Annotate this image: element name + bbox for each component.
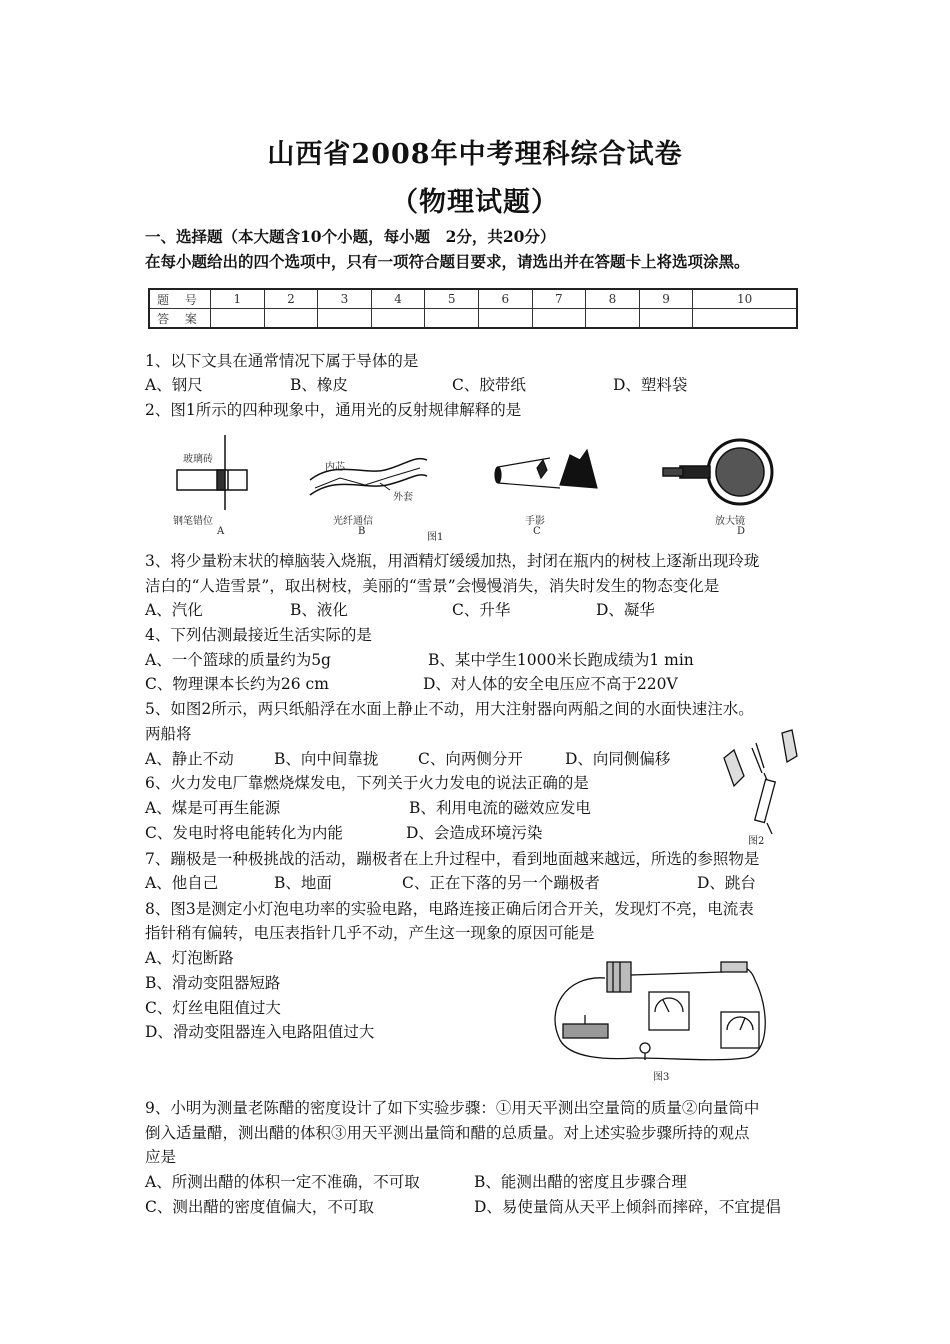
q8-stem-line2: 指针稍有偏转，电压表指针几乎不动，产生这一现象的原因可能是 — [145, 924, 595, 942]
q9-option-d: D、易使量筒从天平上倾斜而摔碎，不宜提倡 — [474, 1198, 781, 1216]
figure-3-drawing — [545, 950, 775, 1085]
q1-stem: 1、以下文具在通常情况下属于导体的是 — [145, 352, 419, 370]
q8-option-c: C、灯丝电阻值过大 — [145, 999, 281, 1017]
answer-cell[interactable] — [532, 309, 586, 329]
q9-stem-line2: 倒入适量醋，测出醋的体积③用天平测出量筒和醋的总质量。对上述实验步骤所持的观点 — [145, 1124, 750, 1142]
question-number-cell: 3 — [318, 289, 372, 309]
fig2-caption: 图2 — [748, 836, 765, 847]
q3-option-a: A、汽化 — [145, 601, 203, 619]
q3-option-d: D、凝华 — [596, 601, 655, 619]
section-instruction: 在每小题给出的四个选项中，只有一项符合题目要求，请选出并在答题卡上将选项涂黑。 — [145, 252, 750, 271]
answer-cell[interactable] — [211, 309, 265, 329]
question-number-cell: 9 — [639, 289, 693, 309]
q1-option-d: D、塑料袋 — [613, 376, 688, 394]
answer-cell[interactable] — [639, 309, 693, 329]
fig1-caption-c: 手影 — [525, 516, 545, 527]
figure-2 — [712, 728, 812, 848]
fig1-caption-b: 光纤通信 — [333, 516, 373, 527]
answer-table-number-row — [149, 289, 797, 309]
question-number-cell: 6 — [478, 289, 532, 309]
q7-option-b: B、地面 — [274, 874, 332, 892]
question-number-cell: 10 — [693, 289, 797, 309]
page-subtitle: （物理试题） — [391, 187, 559, 218]
fig1-letter-d: D — [737, 526, 746, 537]
row-label-answer: 答 案 — [149, 309, 211, 329]
answer-cell[interactable] — [264, 309, 318, 329]
question-number-cell: 4 — [371, 289, 425, 309]
section-heading: 一、选择题（本大题含10个小题，每小题 2分，共20分） — [145, 227, 556, 246]
answer-table-answer-row — [149, 309, 797, 329]
question-number-cell: 2 — [264, 289, 318, 309]
fig1-caption-d: 放大镜 — [715, 516, 745, 527]
fig3-caption: 图3 — [653, 1072, 670, 1083]
figure-1 — [165, 430, 805, 545]
q5-option-b: B、向中间靠拢 — [274, 750, 379, 768]
question-number-cell: 5 — [425, 289, 479, 309]
q5-option-d: D、向同侧偏移 — [565, 750, 671, 768]
answer-cell[interactable] — [693, 309, 797, 329]
q3-stem-line2: 洁白的“人造雪景”，取出树枝，美丽的“雪景”会慢慢消失，消失时发生的物态变化是 — [145, 577, 720, 595]
q1-option-b: B、橡皮 — [290, 376, 348, 394]
q9-option-b: B、能测出醋的密度且步骤合理 — [474, 1173, 687, 1191]
fig1-letter-b: B — [358, 526, 366, 537]
fig1-letter-a: A — [217, 526, 225, 537]
q3-stem-line1: 3、将少量粉末状的樟脑装入烧瓶，用酒精灯缓缓加热，封闭在瓶内的树枝上逐渐出现玲珑 — [145, 552, 760, 570]
fig1-caption: 图1 — [427, 532, 444, 543]
fig1-letter-c: C — [533, 526, 541, 537]
q2-stem: 2、图1所示的四种现象中，通用光的反射规律解释的是 — [145, 401, 522, 419]
q6-stem: 6、火力发电厂靠燃烧煤发电，下列关于火力发电的说法正确的是 — [145, 774, 589, 792]
q7-option-c: C、正在下落的另一个蹦极者 — [402, 874, 600, 892]
fig1-label-cladding: 外套 — [393, 492, 413, 503]
q5-stem-line1: 5、如图2所示，两只纸船浮在水面上静止不动，用大注射器向两船之间的水面快速注水。 — [145, 700, 754, 718]
q9-option-a: A、所测出醋的体积一定不准确，不可取 — [145, 1173, 420, 1191]
q9-option-c: C、测出醋的密度值偏大，不可取 — [145, 1198, 374, 1216]
q8-option-a: A、灯泡断路 — [145, 949, 234, 967]
q8-stem-line1: 8、图3是测定小灯泡电功率的实验电路，电路连接正确后闭合开关，发现灯不亮，电流表 — [145, 900, 754, 918]
figure-2-drawing — [712, 728, 812, 848]
figure-3 — [545, 950, 775, 1085]
question-number-cell: 8 — [586, 289, 640, 309]
page-title: 山西省2008年中考理科综合试卷 — [267, 139, 683, 170]
q3-option-c: C、升华 — [452, 601, 511, 619]
q3-option-b: B、液化 — [290, 601, 348, 619]
q4-option-b: B、某中学生1000米长跑成绩为1 min — [428, 651, 694, 669]
answer-cell[interactable] — [478, 309, 532, 329]
q4-stem: 4、下列估测最接近生活实际的是 — [145, 626, 372, 644]
q7-option-d: D、跳台 — [697, 874, 756, 892]
fig1-label-glass: 玻璃砖 — [183, 454, 213, 465]
question-number-cell: 7 — [532, 289, 586, 309]
q6-option-a: A、煤是可再生能源 — [145, 799, 281, 817]
answer-table — [148, 288, 798, 329]
row-label-number: 题 号 — [149, 289, 211, 309]
q5-option-a: A、静止不动 — [145, 750, 234, 768]
question-number-cell: 1 — [211, 289, 265, 309]
fig1-d-magnifier — [663, 440, 772, 504]
q1-option-c: C、胶带纸 — [452, 376, 526, 394]
answer-cell[interactable] — [318, 309, 372, 329]
q5-stem-line2: 两船将 — [145, 725, 192, 743]
q6-option-c: C、发电时将电能转化为内能 — [145, 824, 343, 842]
q5-option-c: C、向两侧分开 — [418, 750, 523, 768]
fig1-c-hand-shadow — [495, 450, 597, 488]
q6-option-d: D、会造成环境污染 — [406, 824, 543, 842]
q6-option-b: B、利用电流的磁效应发电 — [409, 799, 591, 817]
q7-stem: 7、蹦极是一种极挑战的活动，蹦极者在上升过程中，看到地面越来越远，所选的参照物是 — [145, 850, 760, 868]
fig1-label-core: 内芯 — [325, 462, 345, 473]
q4-option-a: A、一个篮球的质量约为5g — [145, 651, 331, 669]
q9-stem-line1: 9、小明为测量老陈醋的密度设计了如下实验步骤：①用天平测出空量筒的质量②向量筒中 — [145, 1099, 760, 1117]
fig1-caption-a: 钢笔错位 — [173, 516, 213, 527]
answer-cell[interactable] — [425, 309, 479, 329]
q8-option-b: B、滑动变阻器短路 — [145, 974, 281, 992]
q9-stem-line3: 应是 — [145, 1148, 177, 1166]
q4-option-c: C、物理课本长约为26 cm — [145, 675, 329, 693]
q4-option-d: D、对人体的安全电压应不高于220V — [423, 675, 678, 693]
q8-option-d: D、滑动变阻器连入电路阻值过大 — [145, 1023, 375, 1041]
figure-1-drawing — [165, 430, 805, 545]
answer-cell[interactable] — [586, 309, 640, 329]
answer-cell[interactable] — [371, 309, 425, 329]
q7-option-a: A、他自己 — [145, 874, 219, 892]
fig1-a-glass-brick — [177, 435, 247, 510]
q1-option-a: A、钢尺 — [145, 376, 203, 394]
